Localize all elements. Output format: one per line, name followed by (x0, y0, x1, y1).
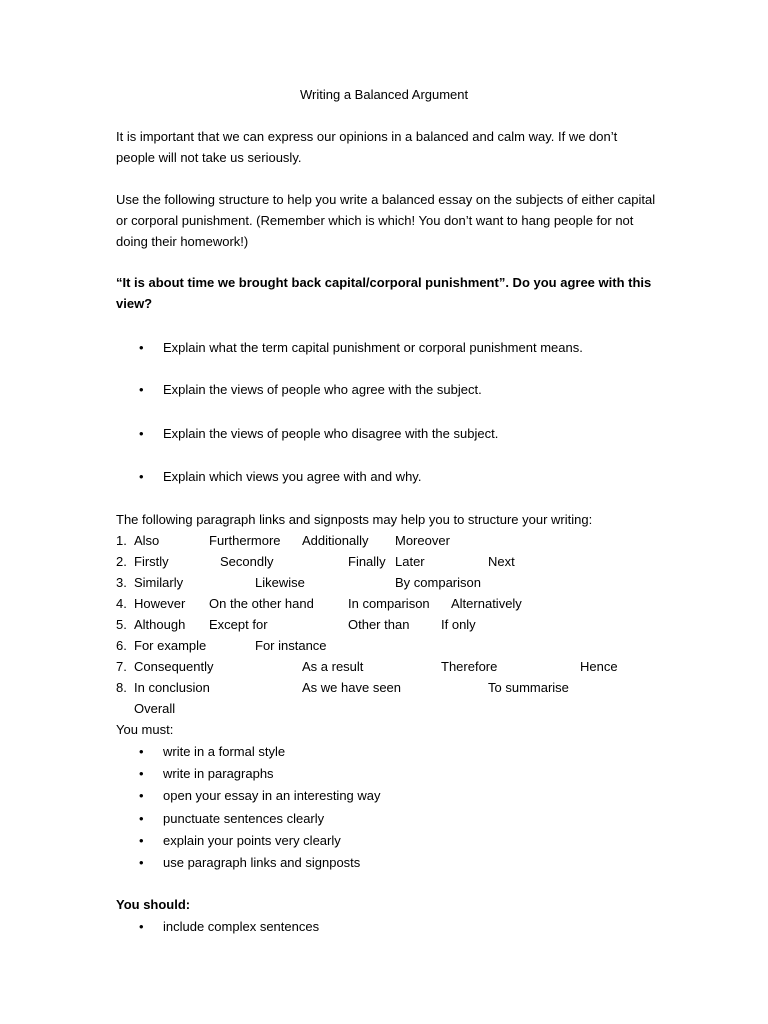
intro-line-1: It is important that we can express our opinions in a balanced and calm way. If we don’t (116, 129, 618, 144)
must-item: punctuate sentences clearly (163, 811, 325, 826)
structure-line-2: or corporal punishment. (Remember which is which! You don’t want to hang people for not (116, 213, 634, 228)
bullet-icon: • (139, 744, 144, 759)
structure-line-1: Use the following structure to help you write a balanced essay on the subjects of either capital (116, 192, 656, 207)
link-word: Therefore (441, 659, 498, 674)
link-word: Similarly (134, 575, 184, 590)
bullet-icon: • (139, 382, 144, 397)
bullet-icon: • (139, 426, 144, 441)
link-number: 3. (116, 575, 127, 590)
page-title: Writing a Balanced Argument (300, 87, 469, 102)
bullet-icon: • (139, 788, 144, 803)
link-word: Likewise (255, 575, 305, 590)
must-item: use paragraph links and signposts (163, 855, 361, 870)
should-heading: You should: (116, 897, 191, 912)
link-word: However (134, 596, 186, 611)
bullet-icon: • (139, 833, 144, 848)
link-word: Alternatively (451, 596, 522, 611)
link-word: Later (395, 554, 425, 569)
link-word: Hence (580, 659, 618, 674)
link-number: 4. (116, 596, 127, 611)
link-word: Although (134, 617, 186, 632)
should-item: include complex sentences (163, 919, 320, 934)
essay-question-line-1: “It is about time we brought back capital/corporal punishment”. Do you agree with this (116, 275, 652, 290)
link-word: As we have seen (302, 680, 402, 695)
link-word: Consequently (134, 659, 214, 674)
task-item: Explain what the term capital punishment or corporal punishment means. (163, 340, 583, 355)
link-number: 1. (116, 533, 127, 548)
must-item: open your essay in an interesting way (163, 788, 381, 803)
link-word: Firstly (134, 554, 169, 569)
link-word: In conclusion (134, 680, 210, 695)
intro-line-2: people will not take us seriously. (116, 150, 302, 165)
task-item: Explain which views you agree with and why. (163, 469, 422, 484)
link-number: 6. (116, 638, 127, 653)
task-item: Explain the views of people who agree with the subject. (163, 382, 482, 397)
bullet-icon: • (139, 855, 144, 870)
link-word: For instance (255, 638, 327, 653)
link-word: In comparison (348, 596, 430, 611)
link-number: 7. (116, 659, 127, 674)
link-word: Next (488, 554, 515, 569)
must-item: write in paragraphs (163, 766, 274, 781)
link-number: 5. (116, 617, 127, 632)
bullet-icon: • (139, 919, 144, 934)
must-heading: You must: (116, 722, 174, 737)
link-word: Secondly (220, 554, 274, 569)
link-word: Other than (348, 617, 410, 632)
bullet-icon: • (139, 469, 144, 484)
bullet-icon: • (139, 340, 144, 355)
link-word: To summarise (488, 680, 569, 695)
link-word: Except for (209, 617, 268, 632)
link-number: 8. (116, 680, 127, 695)
essay-question-line-2: view? (116, 296, 153, 311)
must-item: explain your points very clearly (163, 833, 341, 848)
task-item: Explain the views of people who disagree with the subject. (163, 426, 499, 441)
link-word: Additionally (302, 533, 369, 548)
link-word: Also (134, 533, 160, 548)
must-item: write in a formal style (163, 744, 286, 759)
links-intro: The following paragraph links and signposts may help you to structure your writing: (116, 512, 593, 527)
link-word: Furthermore (209, 533, 281, 548)
structure-line-3: doing their homework!) (116, 234, 249, 249)
link-word: For example (134, 638, 207, 653)
link-number: 2. (116, 554, 127, 569)
bullet-icon: • (139, 811, 144, 826)
link-word: Moreover (395, 533, 450, 548)
link-word: On the other hand (209, 596, 314, 611)
link-word: Overall (134, 701, 176, 716)
link-word: As a result (302, 659, 364, 674)
link-word: By comparison (395, 575, 481, 590)
bullet-icon: • (139, 766, 144, 781)
link-word: Finally (348, 554, 386, 569)
link-word: If only (441, 617, 476, 632)
